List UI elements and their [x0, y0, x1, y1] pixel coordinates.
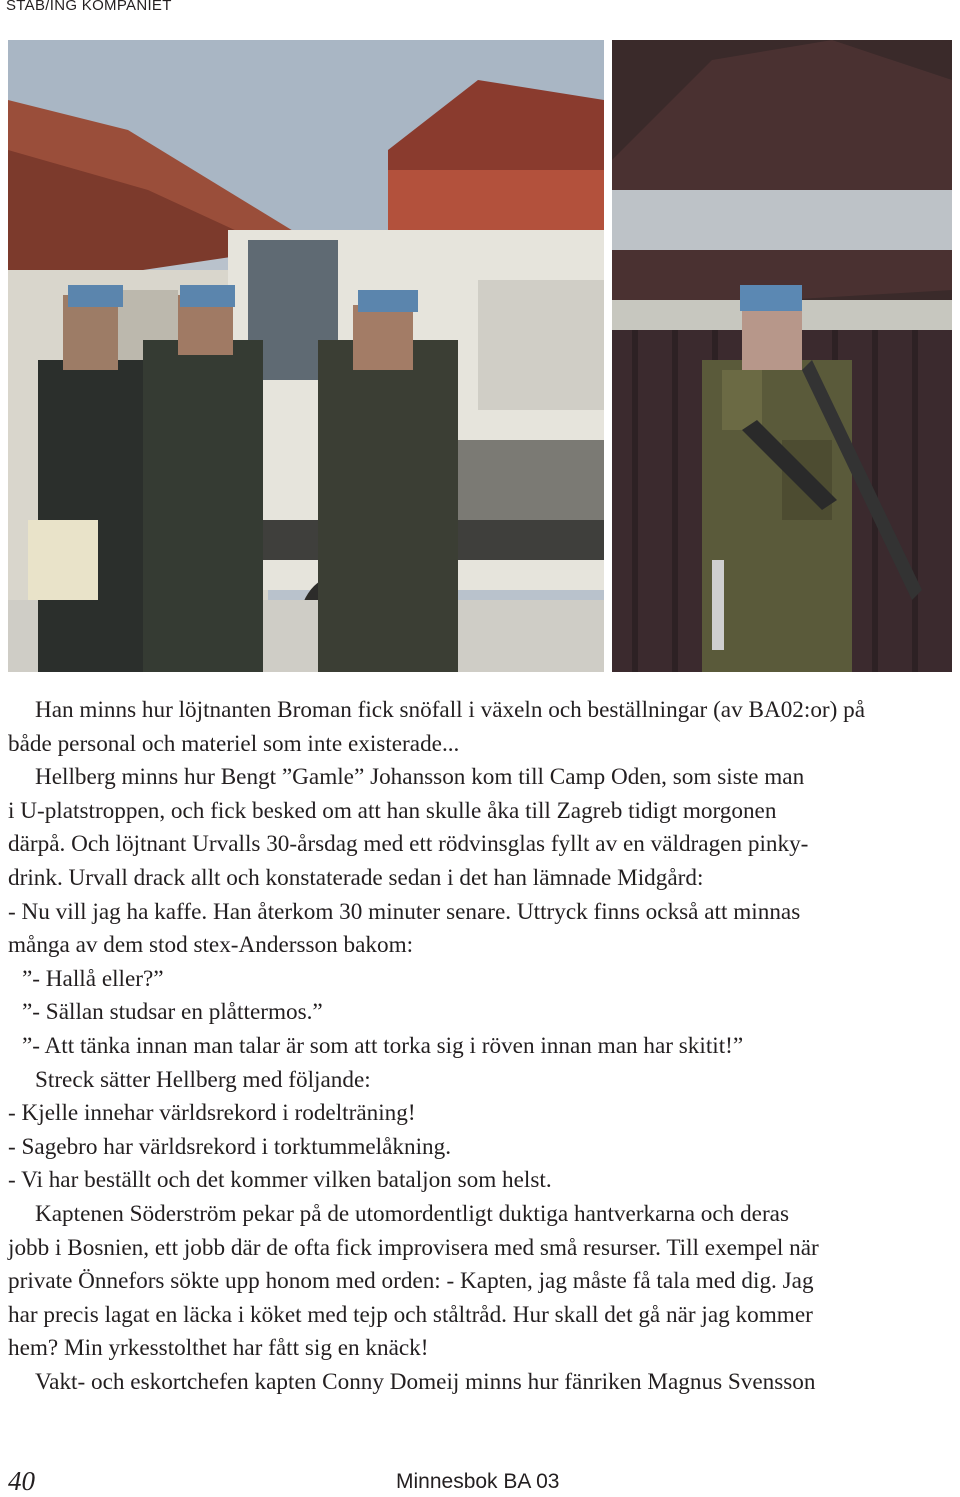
photo-soldier-with-rifle: [612, 40, 952, 672]
quote-line: ”- Att tänka innan man talar är som att torka sig i röven innan man har skitit!”: [22, 1032, 744, 1059]
paragraph-line: drink. Urvall drack allt och konstaterade sedan i det han lämnade Midgård:: [8, 864, 704, 891]
paragraph-line: Han minns hur löjtnanten Broman fick snöfall i växeln och beställningar (av BA02:or) på: [35, 697, 866, 723]
page-number: 40: [8, 1466, 35, 1496]
quote-line: ”- Hallå eller?”: [22, 965, 164, 992]
book-title: Minnesbok BA 03: [396, 1470, 560, 1493]
photo-spread: [8, 40, 952, 672]
list-line: - Sagebro har världsrekord i torktummelåkning.: [8, 1133, 452, 1160]
paragraph-line: har precis lagat en läcka i köket med tejp och ståltråd. Hur skall det gå när jag kommer: [8, 1301, 813, 1328]
paragraph-line: i U-platstroppen, och fick besked om att han skulle åka till Zagreb tidigt morgonen: [8, 797, 777, 824]
paragraph-line: Hellberg minns hur Bengt ”Gamle” Johansson kom till Camp Oden, som siste man: [35, 764, 805, 791]
paragraph-line: Kaptenen Söderström pekar på de utomordentligt duktiga hantverkarna och deras: [35, 1200, 789, 1227]
paragraph-line: - Nu vill jag ha kaffe. Han återkom 30 minuter senare. Uttryck finns också att minnas: [8, 898, 801, 925]
paragraph-line: många av dem stod stex-Andersson bakom:: [8, 932, 414, 959]
list-line: - Kjelle innehar världsrekord i rodelträning!: [8, 1100, 416, 1127]
article-body: [8, 694, 954, 1399]
list-line: - Vi har beställt och det kommer vilken bataljon som helst.: [8, 1167, 552, 1194]
paragraph-line: Streck sätter Hellberg med följande:: [35, 1066, 371, 1093]
paragraph-line: jobb i Bosnien, ett jobb där de ofta fick improvisera med små resurser. Till exempel när: [8, 1234, 819, 1261]
paragraph-line: Vakt- och eskortchefen kapten Conny Domeij minns hur fänriken Magnus Svensson: [35, 1368, 816, 1395]
photo-soldiers-by-truck: [8, 40, 604, 672]
quote-line: ”- Sällan studsar en plåttermos.”: [22, 999, 323, 1026]
section-header: STAB/ING KOMPANIET: [6, 0, 172, 14]
paragraph-line: private Önnefors sökte upp honom med orden: - Kapten, jag måste få tala med dig. Jag: [8, 1268, 814, 1295]
paragraph-line: hem? Min yrkesstolthet har fått sig en knäck!: [8, 1335, 429, 1362]
paragraph-line: både personal och materiel som inte existerade...: [8, 730, 460, 757]
paragraph-line: därpå. Och löjtnant Urvalls 30-årsdag med ett rödvinsglas fyllt av en väldragen pinky-: [8, 831, 809, 858]
